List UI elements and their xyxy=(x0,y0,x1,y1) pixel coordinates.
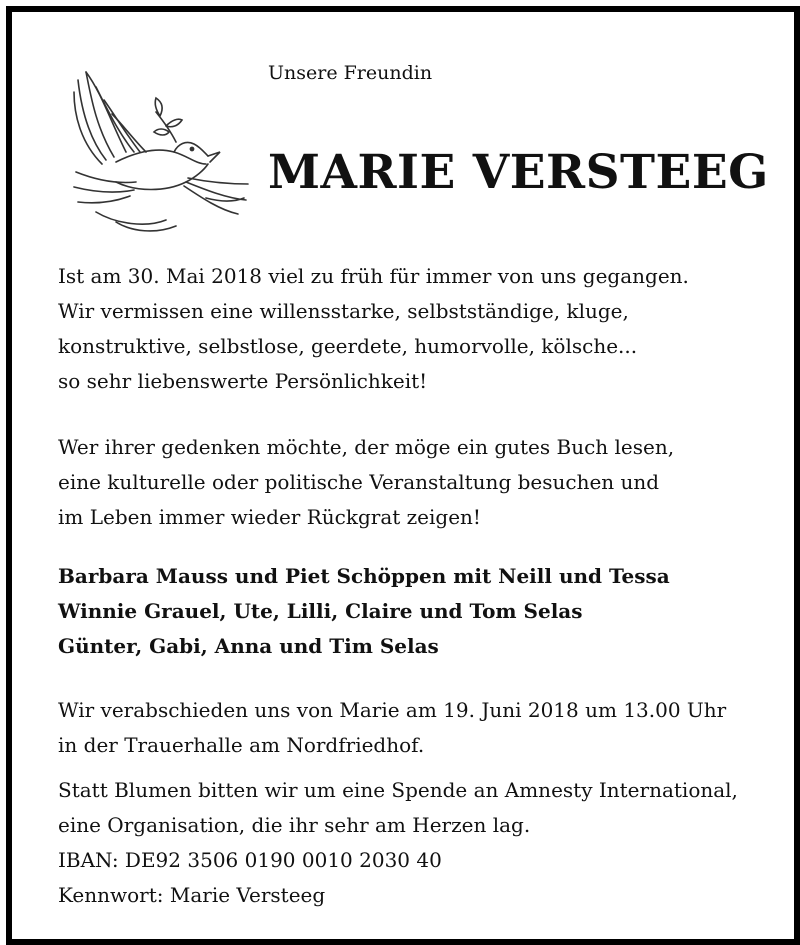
farewell-paragraph xyxy=(58,693,726,763)
farewell-line: Wir verabschieden uns von Marie am 19. Juni 2018 um 13.00 Uhr xyxy=(58,698,727,722)
deceased-name: MARIE VERSTEEG xyxy=(268,145,769,200)
donation-paragraph xyxy=(58,773,738,913)
remembrance-line: im Leben immer wieder Rückgrat zeigen! xyxy=(58,505,481,529)
donation-line: Statt Blumen bitten wir um eine Spende an Amnesty International, xyxy=(58,778,738,802)
remembrance-line: eine kulturelle oder politische Veranstaltung besuchen und xyxy=(58,470,660,494)
announcement-line: konstruktive, selbstlose, geerdete, humorvolle, kölsche... xyxy=(58,334,638,358)
remembrance-paragraph xyxy=(58,430,674,535)
announcement-line: so sehr liebenswerte Persönlichkeit! xyxy=(58,369,428,393)
announcement-paragraph xyxy=(58,259,689,399)
keyword-line: Kennwort: Marie Versteeg xyxy=(58,883,326,907)
iban-line: IBAN: DE92 3506 0190 0010 2030 40 xyxy=(58,848,442,872)
remembrance-line: Wer ihrer gedenken möchte, der möge ein gutes Buch lesen, xyxy=(58,435,675,459)
donation-line: eine Organisation, die ihr sehr am Herzen lag. xyxy=(58,813,531,837)
mourner-line: Günter, Gabi, Anna und Tim Selas xyxy=(58,634,439,658)
dove-icon xyxy=(56,52,256,242)
mourners-list xyxy=(58,559,670,664)
mourner-line: Winnie Grauel, Ute, Lilli, Claire und Tom Selas xyxy=(58,599,583,623)
intro-text: Unsere Freundin xyxy=(268,62,433,84)
announcement-line: Ist am 30. Mai 2018 viel zu früh für immer von uns gegangen. xyxy=(58,264,689,288)
mourner-line: Barbara Mauss und Piet Schöppen mit Neill und Tessa xyxy=(58,564,670,588)
farewell-line: in der Trauerhalle am Nordfriedhof. xyxy=(58,733,425,757)
announcement-line: Wir vermissen eine willensstarke, selbstständige, kluge, xyxy=(58,299,629,323)
obituary-frame xyxy=(6,6,800,945)
